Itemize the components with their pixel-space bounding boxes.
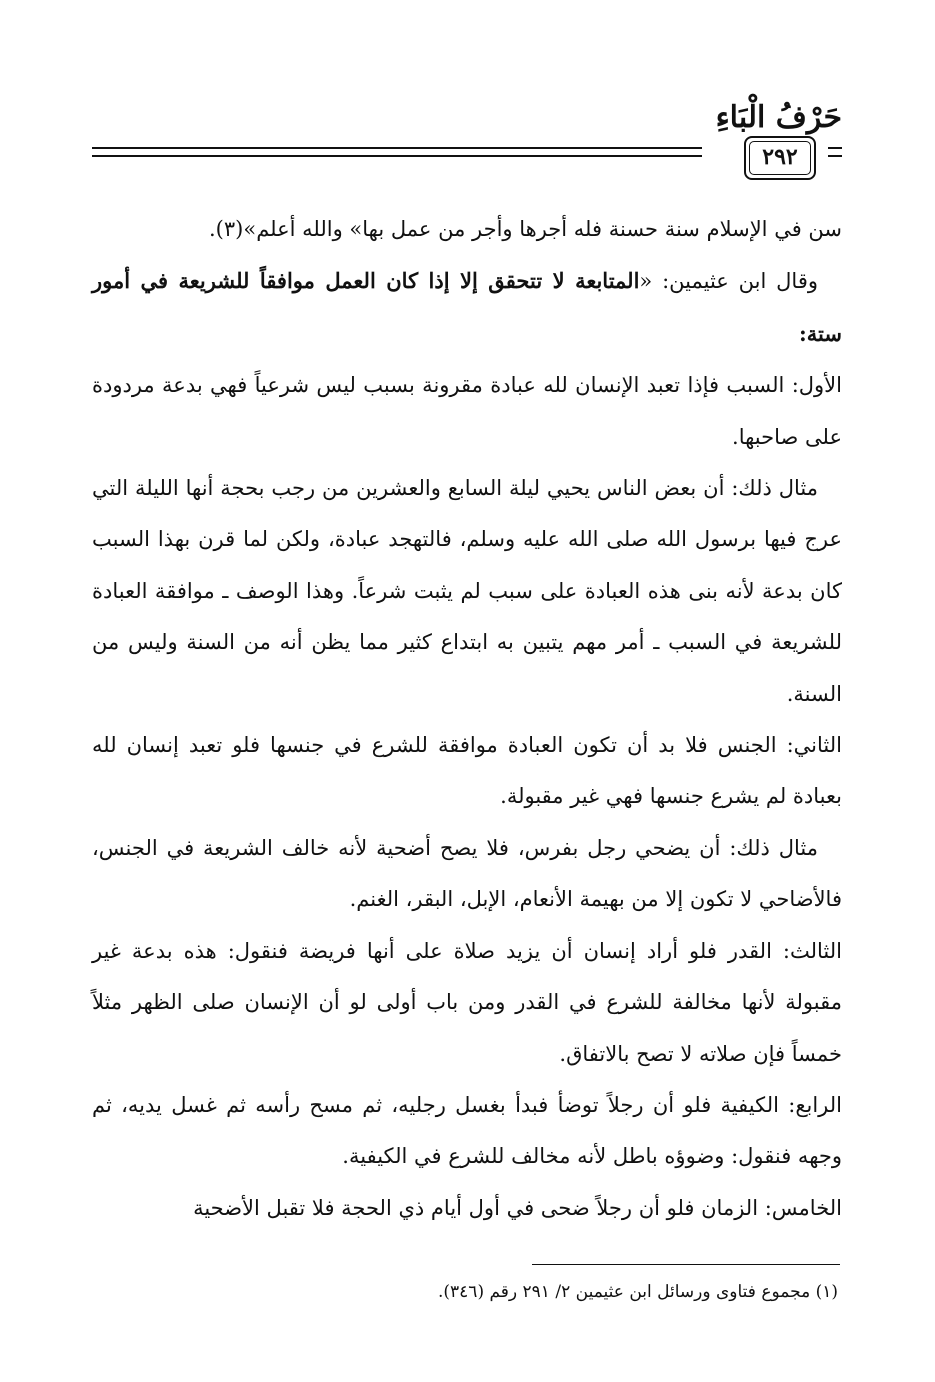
- page-number: ٢٩٢: [762, 144, 798, 170]
- quote-bold: المتابعة لا تتحقق إلا إذا كان العمل موافقاً للشريعة في أمور ستة:: [92, 268, 842, 346]
- quote-lead: وقال ابن عثيمين: «: [639, 269, 819, 294]
- footnote-divider: [532, 1264, 840, 1265]
- paragraph: الخامس: الزمان فلو أن رجلاً ضحى في أول أيام ذي الحجة فلا تقبل الأضحية: [193, 1195, 842, 1220]
- header-rule-top: [92, 147, 702, 149]
- header-rule-end-top: [828, 147, 842, 149]
- header-rule-end-bottom: [828, 155, 842, 157]
- paragraph: الأول: السبب فإذا تعبد الإنسان لله عبادة مقرونة بسبب ليس شرعياً فهي بدعة مردودة على صاحبها.: [92, 373, 842, 449]
- main-text: [92, 204, 842, 1234]
- paragraph: سن في الإسلام سنة حسنة فله أجرها وأجر من عمل بها» والله أعلم»(٣).: [209, 217, 842, 241]
- paragraph: الرابع: الكيفية فلو أن رجلاً توضأ فبدأ بغسل رجليه، ثم مسح رأسه ثم غسل يديه، ثم وجهه فنقول: وضوؤه باطل لأنه مخالف للشرع في الكيفية.: [92, 1092, 842, 1169]
- running-title: حَرْفُ الْبَاءِ: [715, 100, 842, 135]
- page-number-box: [744, 136, 816, 180]
- paragraph-quote-intro: [92, 255, 842, 360]
- page-header: [92, 98, 842, 188]
- footnote: (١) مجموع فتاوى ورسائل ابن عثيمين ٢/ ٢٩١ رقم (٣٤٦).: [437, 1282, 838, 1302]
- paragraph: الثالث: القدر فلو أراد إنسان أن يزيد صلاة على أنها فريضة فنقول: هذه بدعة غير مقبولة لأنها مخالفة للشرع في القدر ومن باب أولى لو أن الإنسان صلى الظهر مثلاً خمساً فإن صلاته لا تصح بالاتفاق.: [92, 938, 842, 1066]
- paragraph: مثال ذلك: أن بعض الناس يحيي ليلة السابع والعشرين من رجب بحجة أنها الليلة التي عرج فيها برسول الله صلى الله عليه وسلم، فالتهجد عبادة، ولكن لما قرن بهذا السبب كان بدعة لأنه بنى هذه العبادة على سبب لم يثبت شرعاً. وهذا الوصف ـ موافقة العبادة للشريعة في السبب ـ أمر مهم يتبين به ابتداع كثير مما يظن أنه من السنة وليس من السنة.: [92, 476, 842, 706]
- header-rule-bottom: [92, 155, 702, 157]
- paragraph: مثال ذلك: أن يضحي رجل بفرس، فلا يصح أضحية لأنه خالف الشريعة في الجنس، فالأضاحي لا تكون إلا من بهيمة الأنعام، الإبل، البقر، الغنم.: [92, 835, 842, 912]
- paragraph: الثاني: الجنس فلا بد أن تكون العبادة موافقة للشرع في جنسها فلو تعبد إنسان لله بعبادة لم يشرع جنسها فهي غير مقبولة.: [92, 733, 842, 809]
